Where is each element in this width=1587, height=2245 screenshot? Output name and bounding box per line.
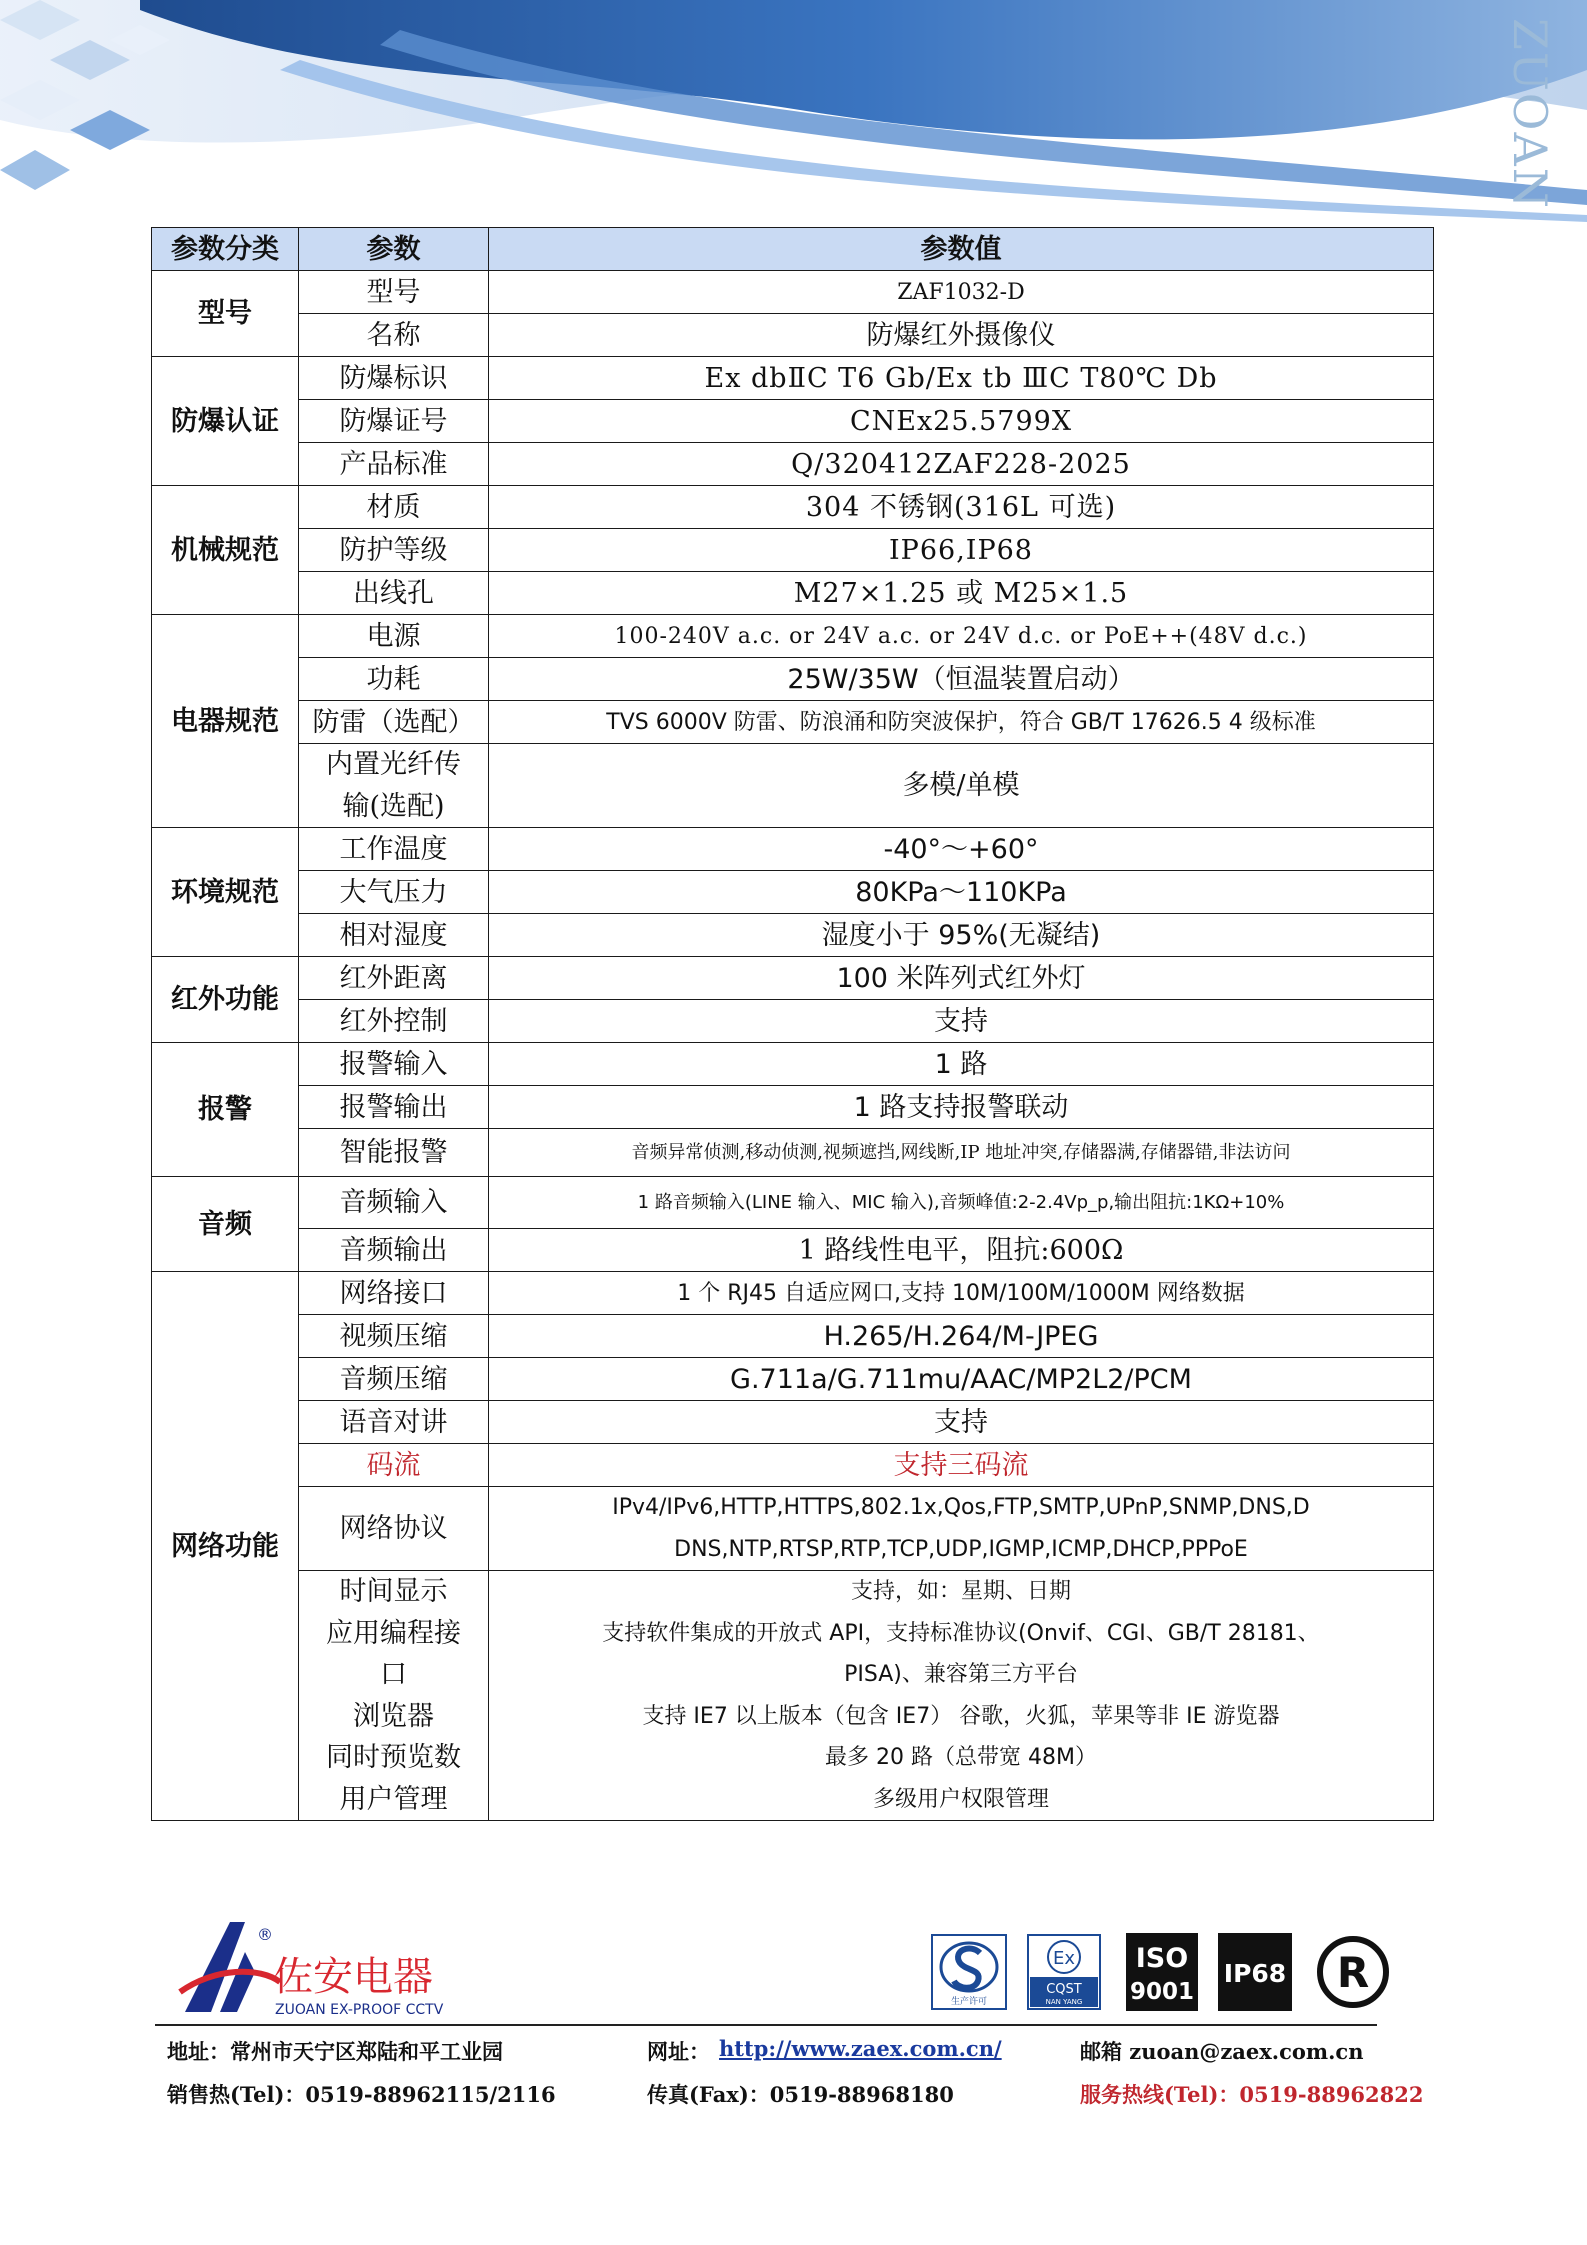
value-cell: Q/320412ZAF228-2025 (489, 443, 1434, 486)
param-cell: 码流 (299, 1444, 489, 1487)
value-cell: 支持 (489, 1000, 1434, 1043)
param-cell: 智能报警 (299, 1129, 489, 1177)
logo-en-text: ZUOAN EX-PROOF CCTV (275, 2002, 444, 2018)
param-cell (299, 1571, 489, 1821)
iso-cert-icon (1126, 1933, 1198, 2011)
param-cell: 音频输入 (299, 1177, 489, 1229)
table-row (152, 314, 1434, 357)
param-cell: 防雷（选配） (299, 701, 489, 744)
table-row (152, 1000, 1434, 1043)
param-cell: 网络协议 (299, 1487, 489, 1571)
table-row (152, 1358, 1434, 1401)
table-row (152, 1571, 1434, 1821)
param-line: 输(选配) (342, 790, 445, 822)
company-logo (175, 1912, 475, 2022)
footer-contact (167, 2036, 1424, 2122)
ex-cert-top: Ex (1052, 1948, 1076, 1969)
table-header-row (152, 228, 1434, 271)
category-cell: 电器规范 (152, 615, 299, 828)
value-cell: 80KPa～110KPa (489, 871, 1434, 914)
value-cell: 多模/单模 (489, 744, 1434, 828)
value-cell: TVS 6000V 防雷、防浪涌和防突波保护，符合 GB/T 17626.5 4 级标准 (489, 701, 1434, 744)
table-row (152, 658, 1434, 701)
logo-mark-icon (175, 1912, 475, 2022)
table-row (152, 701, 1434, 744)
category-cell: 报警 (152, 1043, 299, 1177)
value-line: DNS,NTP,RTSP,RTP,TCP,UDP,IGMP,ICMP,DHCP,PPPoE (674, 1536, 1248, 1562)
value-cell: 1 路线性电平，阻抗:600Ω (489, 1229, 1434, 1272)
category-cell: 型号 (152, 271, 299, 357)
param-cell: 防爆标识 (299, 357, 489, 400)
footer-address: 地址：常州市天宁区郑陆和平工业园 (167, 2039, 503, 2064)
footer-service-tel: 服务热线(Tel)：0519-88962822 (1080, 2082, 1424, 2107)
param-line: 用户管理 (339, 1783, 448, 1815)
ip68-cert-icon (1218, 1933, 1292, 2011)
table-row (152, 1229, 1434, 1272)
param-line: 同时预览数 (326, 1742, 461, 1773)
value-line: 支持 IE7 以上版本（包含 IE7） 谷歌，火狐，苹果等非 IE 游览器 (642, 1703, 1280, 1729)
table-row (152, 744, 1434, 828)
footer-fax: 传真(Fax)：0519-88968180 (647, 2082, 954, 2107)
param-cell: 红外距离 (299, 957, 489, 1000)
ip68-cert-text: IP68 (1223, 1959, 1287, 1988)
ex-cert-mid: CQST (1046, 1982, 1082, 1997)
table-row (152, 400, 1434, 443)
category-cell: 红外功能 (152, 957, 299, 1043)
value-cell: 1 个 RJ45 自适应网口,支持 10M/100M/1000M 网络数据 (489, 1272, 1434, 1315)
value-line: IPv4/IPv6,HTTP,HTTPS,802.1x,Qos,FTP,SMTP,UPnP,SNMP,DNS,D (612, 1495, 1310, 1520)
table-row (152, 572, 1434, 615)
value-cell: 湿度小于 95%(无凝结) (489, 914, 1434, 957)
qs-cert-icon (930, 1933, 1008, 2011)
iso-cert-top: ISO (1135, 1943, 1189, 1974)
value-cell: Ex dbⅡC T6 Gb/Ex tb ⅢC T80℃ Db (489, 357, 1434, 400)
footer-website-label: 网址： (647, 2039, 710, 2064)
param-line: 内置光纤传 (326, 749, 461, 780)
value-cell: 304 不锈钢(316L 可选) (489, 486, 1434, 529)
footer-row (167, 2036, 1417, 2079)
param-cell: 工作温度 (299, 828, 489, 871)
param-cell: 相对湿度 (299, 914, 489, 957)
qs-cert-text: 生产许可 (950, 1997, 988, 2007)
value-cell: 25W/35W（恒温装置启动） (489, 658, 1434, 701)
param-cell: 出线孔 (299, 572, 489, 615)
table-row (152, 1177, 1434, 1229)
value-cell: CNEx25.5799X (489, 400, 1434, 443)
table-row (152, 486, 1434, 529)
param-cell: 视频压缩 (299, 1315, 489, 1358)
value-cell: ZAF1032-D (489, 271, 1434, 314)
table-row (152, 1444, 1434, 1487)
header-param: 参数 (299, 228, 489, 271)
value-cell: IP66,IP68 (489, 529, 1434, 572)
category-cell: 机械规范 (152, 486, 299, 615)
header-category: 参数分类 (152, 228, 299, 271)
table-row (152, 914, 1434, 957)
param-cell: 功耗 (299, 658, 489, 701)
param-cell: 电源 (299, 615, 489, 658)
footer-sales-tel: 销售热(Tel)：0519-88962115/2116 (167, 2082, 556, 2107)
logo-registered-mark: ® (257, 1925, 273, 1944)
table-row (152, 271, 1434, 314)
logo-cn-text: 佐安电器 (273, 1954, 433, 2000)
value-cell: 100 米阵列式红外灯 (489, 957, 1434, 1000)
table-row (152, 529, 1434, 572)
table-row (152, 1315, 1434, 1358)
param-line: 时间显示 (339, 1576, 448, 1607)
registered-mark-text: R (1336, 1948, 1370, 1997)
category-cell: 网络功能 (152, 1272, 299, 1821)
table-row (152, 615, 1434, 658)
spec-table (151, 227, 1434, 1821)
table-row (152, 871, 1434, 914)
param-cell: 报警输入 (299, 1043, 489, 1086)
category-cell: 防爆认证 (152, 357, 299, 486)
header-value: 参数值 (489, 228, 1434, 271)
iso-cert-bottom: 9001 (1129, 1979, 1195, 2005)
value-cell: 1 路 (489, 1043, 1434, 1086)
table-row (152, 1129, 1434, 1177)
value-cell: 防爆红外摄像仪 (489, 314, 1434, 357)
param-cell: 名称 (299, 314, 489, 357)
ex-cert-icon (1026, 1933, 1102, 2011)
param-cell: 产品标准 (299, 443, 489, 486)
table-row (152, 828, 1434, 871)
param-cell: 红外控制 (299, 1000, 489, 1043)
value-cell: H.265/H.264/M-JPEG (489, 1315, 1434, 1358)
param-cell: 报警输出 (299, 1086, 489, 1129)
value-line: 支持软件集成的开放式 API，支持标准协议(Onvif、CGI、GB/T 28181、 (602, 1620, 1320, 1646)
footer-website-link[interactable]: http://www.zaex.com.cn/ (719, 2036, 1002, 2061)
value-line: PISA)、兼容第三方平台 (844, 1662, 1078, 1687)
value-cell: 1 路音频输入(LINE 输入、MIC 输入),音频峰值:2-2.4Vp_p,输出阻抗:1KΩ+10% (489, 1177, 1434, 1229)
value-line: 最多 20 路（总带宽 48M） (825, 1745, 1097, 1770)
param-line: 应用编程接 (326, 1617, 461, 1649)
param-line: 口 (380, 1659, 407, 1690)
param-cell (299, 744, 489, 828)
value-cell: 支持 (489, 1401, 1434, 1444)
value-cell: 1 路支持报警联动 (489, 1086, 1434, 1129)
registered-trademark-icon (1314, 1933, 1392, 2011)
param-line: 浏览器 (353, 1700, 434, 1732)
category-cell: 环境规范 (152, 828, 299, 957)
footer-row (167, 2079, 1424, 2122)
table-row (152, 1086, 1434, 1129)
category-cell: 音频 (152, 1177, 299, 1272)
table-row (152, 1487, 1434, 1571)
table-row (152, 1272, 1434, 1315)
param-cell: 语音对讲 (299, 1401, 489, 1444)
table-row (152, 1043, 1434, 1086)
table-row (152, 957, 1434, 1000)
param-cell: 防护等级 (299, 529, 489, 572)
value-cell (489, 1571, 1434, 1821)
ex-cert-bottom: NAN YANG (1045, 1998, 1083, 2006)
param-cell: 防爆证号 (299, 400, 489, 443)
value-cell: 支持三码流 (489, 1444, 1434, 1487)
table-row (152, 357, 1434, 400)
param-cell: 材质 (299, 486, 489, 529)
param-cell: 大气压力 (299, 871, 489, 914)
table-row (152, 443, 1434, 486)
footer-divider (155, 2024, 1377, 2026)
param-cell: 型号 (299, 271, 489, 314)
value-line: 多级用户权限管理 (872, 1786, 1049, 1812)
value-cell: G.711a/G.711mu/AAC/MP2L2/PCM (489, 1358, 1434, 1401)
table-row (152, 1401, 1434, 1444)
value-cell: M27×1.25 或 M25×1.5 (489, 572, 1434, 615)
header-banner (0, 0, 1587, 230)
value-line: 支持，如：星期、日期 (850, 1579, 1071, 1604)
value-cell: 音频异常侦测,移动侦测,视频遮挡,网线断,IP 地址冲突,存储器满,存储器错,非法访问 (489, 1129, 1434, 1177)
param-cell: 网络接口 (299, 1272, 489, 1315)
value-cell: -40°～+60° (489, 828, 1434, 871)
value-cell (489, 1487, 1434, 1571)
footer-email: 邮箱 zuoan@zaex.com.cn (1080, 2039, 1364, 2064)
param-cell: 音频输出 (299, 1229, 489, 1272)
param-cell: 音频压缩 (299, 1358, 489, 1401)
value-cell: 100-240V a.c. or 24V a.c. or 24V d.c. or PoE++(48V d.c.) (489, 615, 1434, 658)
brand-vertical-text: ZUOAN (1503, 18, 1558, 210)
